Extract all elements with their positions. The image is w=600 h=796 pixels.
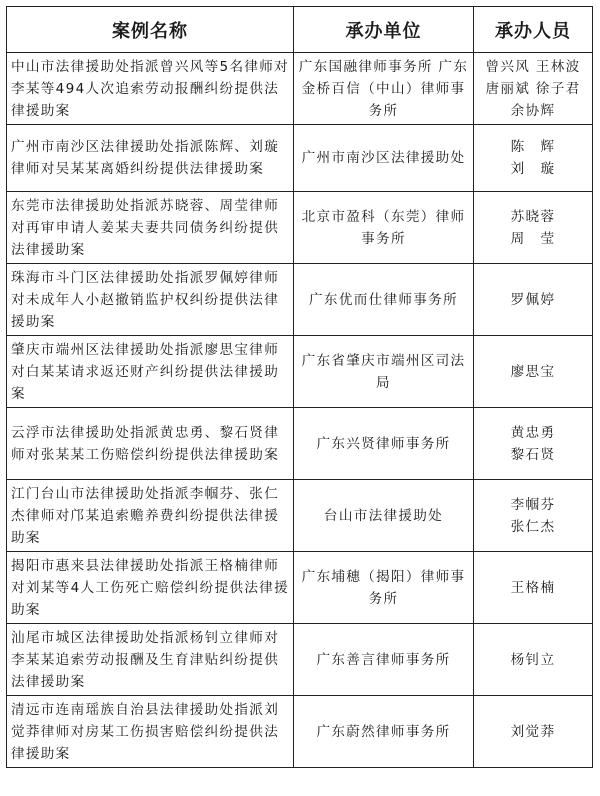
case-name-cell: 汕尾市城区法律援助处指派杨钊立律师对李某某追索劳动报酬及生育津贴纠纷提供法律援助案 xyxy=(7,624,294,696)
staff-name: 余协辉 xyxy=(510,102,556,119)
case-name-cell: 珠海市斗门区法律援助处指派罗佩婷律师对未成年人小赵撤销监护权纠纷提供法律援助案 xyxy=(7,264,294,336)
header-unit: 承办单位 xyxy=(294,7,474,53)
case-name-cell: 揭阳市惠来县法律援助处指派王格楠律师对刘某等4人工伤死亡赔偿纠纷提供法律援助案 xyxy=(7,552,294,624)
staff-name: 王格楠 xyxy=(510,579,556,596)
staff-name: 杨钊立 xyxy=(510,651,556,668)
table-row xyxy=(7,480,593,552)
staff-cell xyxy=(474,552,593,624)
staff-cell xyxy=(474,192,593,264)
unit-cell: 广东国融律师事务所 广东金桥百信（中山）律师事务所 xyxy=(294,53,474,125)
staff-cell xyxy=(474,53,593,125)
staff-cell xyxy=(474,408,593,480)
staff-name: 周 莹 xyxy=(510,230,556,247)
table-row xyxy=(7,624,593,696)
staff-name: 黎石贤 xyxy=(510,446,556,463)
staff-name: 李帼芬 xyxy=(510,496,556,513)
staff-name: 刘觉莽 xyxy=(510,723,556,740)
case-name-cell: 东莞市法律援助处指派苏晓蓉、周莹律师对再审申请人姜某夫妻共同债务纠纷提供法律援助案 xyxy=(7,192,294,264)
staff-name: 曾兴风 王林波 xyxy=(485,58,581,75)
unit-cell: 广东埔穗（揭阳）律师事务所 xyxy=(294,552,474,624)
staff-name: 苏晓蓉 xyxy=(510,208,556,225)
case-name-cell: 广州市南沙区法律援助处指派陈辉、刘璇律师对吴某某离婚纠纷提供法律援助案 xyxy=(7,125,294,192)
header-staff: 承办人员 xyxy=(474,7,593,53)
case-name-cell: 云浮市法律援助处指派黄忠勇、黎石贤律师对张某某工伤赔偿纠纷提供法律援助案 xyxy=(7,408,294,480)
case-name-cell: 肇庆市端州区法律援助处指派廖思宝律师对白某某请求返还财产纠纷提供法律援助案 xyxy=(7,336,294,408)
table-row xyxy=(7,264,593,336)
unit-cell: 北京市盈科（东莞）律师事务所 xyxy=(294,192,474,264)
unit-cell: 广东省肇庆市端州区司法局 xyxy=(294,336,474,408)
case-name-cell: 江门台山市法律援助处指派李帼芬、张仁杰律师对邝某追索赡养费纠纷提供法律援助案 xyxy=(7,480,294,552)
staff-cell xyxy=(474,696,593,768)
staff-name: 陈 辉 xyxy=(510,139,556,155)
unit-cell: 广东优而仕律师事务所 xyxy=(294,264,474,336)
staff-name: 唐丽斌 徐子君 xyxy=(485,80,581,97)
header-row xyxy=(7,7,593,53)
table-row xyxy=(7,192,593,264)
header-case-name: 案例名称 xyxy=(7,7,294,53)
staff-cell xyxy=(474,480,593,552)
staff-name: 张仁杰 xyxy=(510,518,556,535)
table-row xyxy=(7,696,593,768)
table-row xyxy=(7,125,593,192)
table-row xyxy=(7,552,593,624)
case-name-cell: 清远市连南瑶族自治县法律援助处指派刘觉莽律师对房某工伤损害赔偿纠纷提供法律援助案 xyxy=(7,696,294,768)
table-row xyxy=(7,336,593,408)
table-row xyxy=(7,53,593,125)
unit-cell: 广东蔚然律师事务所 xyxy=(294,696,474,768)
staff-cell xyxy=(474,125,593,192)
staff-cell xyxy=(474,624,593,696)
unit-cell: 广州市南沙区法律援助处 xyxy=(294,125,474,192)
staff-cell xyxy=(474,264,593,336)
staff-name: 黄忠勇 xyxy=(510,424,556,441)
staff-name: 罗佩婷 xyxy=(510,291,556,308)
table-row xyxy=(7,408,593,480)
unit-cell: 广东善言律师事务所 xyxy=(294,624,474,696)
unit-cell: 广东兴贤律师事务所 xyxy=(294,408,474,480)
staff-name: 刘 璇 xyxy=(510,161,556,177)
case-name-cell: 中山市法律援助处指派曾兴风等5名律师对李某等494人次追索劳动报酬纠纷提供法律援助案 xyxy=(7,53,294,125)
case-table xyxy=(6,6,593,768)
unit-cell: 台山市法律援助处 xyxy=(294,480,474,552)
staff-name: 廖思宝 xyxy=(510,363,556,380)
staff-cell xyxy=(474,336,593,408)
